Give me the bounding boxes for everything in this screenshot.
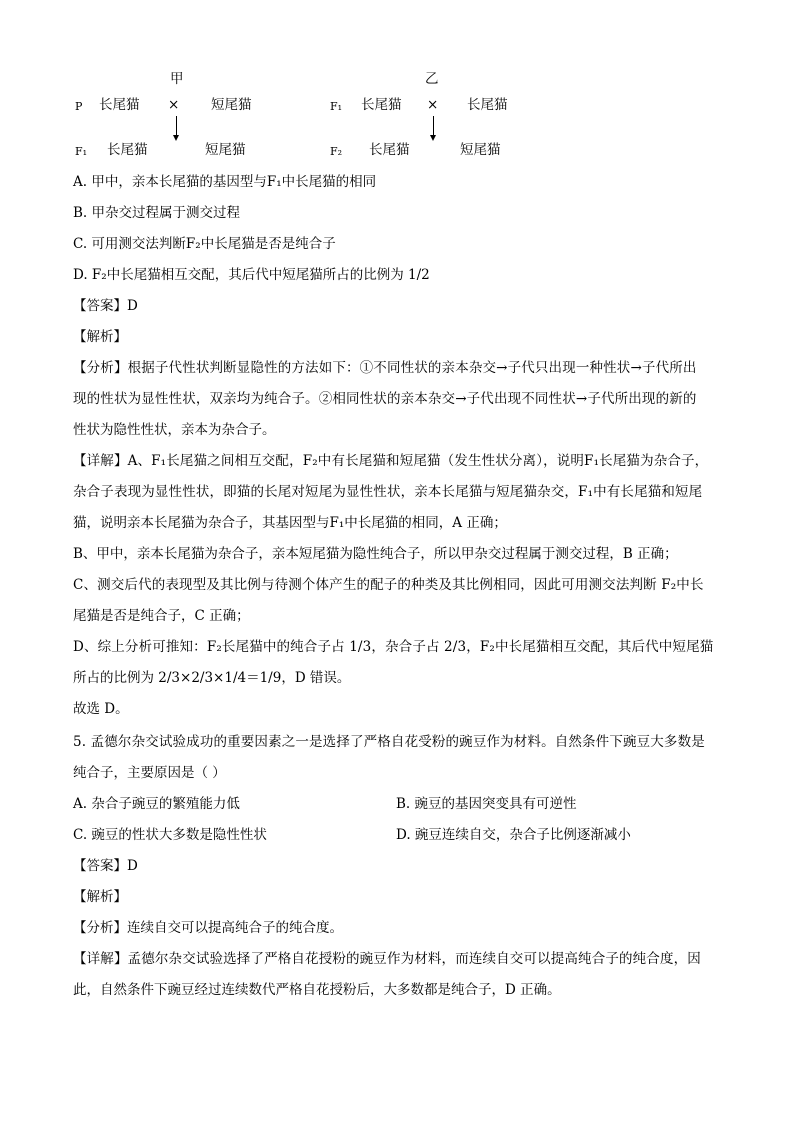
q5-option-c: C. 豌豆的性状大多数是隐性性状 <box>73 827 267 843</box>
q5-option-b: B. 豌豆的基因突变具有可逆性 <box>396 796 577 812</box>
jia-down-arrow-icon <box>176 116 177 136</box>
q5-stem-line-2: 纯合子，主要原因是（ ） <box>73 765 226 781</box>
q4-xiangjie-line-7: D、综上分析可推知：F₂长尾猫中的纯合子占 1/3，杂合子占 2/3，F₂中长尾猫相互交配，其后代中短尾猫 <box>73 639 714 655</box>
q4-xiangjie-line-8: 所占的比例为 2/3×2/3×1/4＝1/9，D 错误。 <box>73 670 351 686</box>
q4-option-d: D. F₂中长尾猫相互交配，其后代中短尾猫所占的比例为 1/2 <box>73 267 430 283</box>
yi-parent2: 长尾猫 <box>467 97 508 113</box>
q4-fenxi-line-1: 【分析】根据子代性状判断显隐性的方法如下：①不同性状的亲本杂交→子代只出现一种性状→子代所出 <box>73 360 697 376</box>
yi-parent1: 长尾猫 <box>361 97 402 113</box>
q4-conclusion: 故选 D。 <box>73 701 129 717</box>
q4-option-a: A. 甲中，亲本长尾猫的基因型与F₁中长尾猫的相同 <box>73 174 377 190</box>
q4-xiangjie-line-2: 杂合子表现为显性性状，即猫的长尾对短尾为显性性状，亲本长尾猫与短尾猫杂交，F₁中有长尾猫和短尾 <box>73 484 703 500</box>
q5-xiangjie-line-1: 【详解】孟德尔杂交试验选择了严格自花授粉的豌豆作为材料，而连续自交可以提高纯合子的纯合度，因 <box>73 951 701 967</box>
q5-analysis-label: 【解析】 <box>73 889 127 905</box>
jia-parent1: 长尾猫 <box>99 97 140 113</box>
q5-stem-line-1: 5. 孟德尔杂交试验成功的重要因素之一是选择了严格自花受粉的豌豆作为材料。自然条件下豌豆大多数是 <box>73 734 705 750</box>
q5-option-d: D. 豌豆连续自交，杂合子比例逐渐减小 <box>396 827 631 843</box>
jia-child2: 短尾猫 <box>205 142 246 158</box>
q5-answer: 【答案】D <box>73 858 138 874</box>
q4-xiangjie-line-1: 【详解】A、F₁长尾猫之间相互交配，F₂中有长尾猫和短尾猫（发生性状分离），说明F₁长尾猫为杂合子， <box>73 453 709 469</box>
yi-f2-label: F₂ <box>330 145 343 158</box>
jia-parent2: 短尾猫 <box>211 97 252 113</box>
q4-xiangjie-line-5: C、测交后代的表现型及其比例与待测个体产生的配子的种类及其比例相同，因此可用测交法判断 F₂中长 <box>73 577 704 593</box>
q4-option-c: C. 可用测交法判断F₂中长尾猫是否是纯合子 <box>73 236 336 252</box>
q4-xiangjie-line-3: 猫，说明亲本长尾猫为杂合子，其基因型与F₁中长尾猫的相同，A 正确； <box>73 515 507 531</box>
yi-down-arrow-icon <box>433 116 434 136</box>
yi-f1-label: F₁ <box>330 100 343 113</box>
q4-fenxi-line-3: 性状为隐性性状，亲本为杂合子。 <box>73 422 276 438</box>
yi-label: 乙 <box>425 71 439 87</box>
jia-child1: 长尾猫 <box>107 142 148 158</box>
q5-fenxi: 【分析】连续自交可以提高纯合子的纯合度。 <box>73 920 343 936</box>
jia-f1-label: F₁ <box>75 145 88 158</box>
q4-fenxi-line-2: 现的性状为显性性状，双亲均为纯合子。②相同性状的亲本杂交→子代出现不同性状→子代所出现的新的 <box>73 391 697 407</box>
q5-option-a: A. 杂合子豌豆的繁殖能力低 <box>73 796 240 812</box>
q4-analysis-label: 【解析】 <box>73 329 127 345</box>
jia-label: 甲 <box>170 71 184 87</box>
q4-xiangjie-line-6: 尾猫是否是纯合子，C 正确； <box>73 608 250 624</box>
q4-answer: 【答案】D <box>73 298 138 314</box>
q4-option-b: B. 甲杂交过程属于测交过程 <box>73 205 241 221</box>
yi-cross: × <box>427 97 439 113</box>
q4-xiangjie-line-4: B、甲中，亲本长尾猫为杂合子，亲本短尾猫为隐性纯合子，所以甲杂交过程属于测交过程，B 正确； <box>73 546 678 562</box>
q5-xiangjie-line-2: 此，自然条件下豌豆经过连续数代严格自花授粉后，大多数都是纯合子，D 正确。 <box>73 982 561 998</box>
jia-cross: × <box>168 97 180 113</box>
yi-child1: 长尾猫 <box>369 142 410 158</box>
jia-p-label: P <box>75 100 83 113</box>
yi-child2: 短尾猫 <box>460 142 501 158</box>
